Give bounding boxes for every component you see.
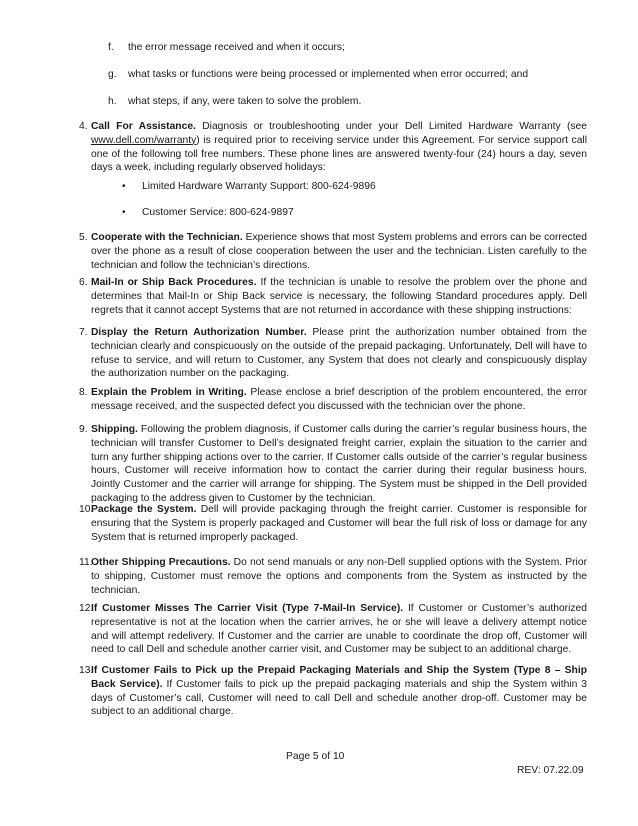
warranty-link[interactable]: www.dell.com/warranty	[91, 134, 197, 146]
paragraph-text: If Customer fails to pick up the prepaid packaging materials and ship the System within 3 days of Customer’s call, Customer will need to call Dell and schedule another drop-off. Customer may be subject to an additional charge.	[91, 678, 587, 718]
list-label: g.	[108, 69, 117, 80]
paragraph-title: Package the System.	[91, 504, 197, 515]
paragraph-failed-pickup	[91, 664, 587, 719]
paragraph-precautions	[91, 556, 587, 597]
paragraph-title: Mail-In or Ship Back Procedures.	[91, 277, 257, 288]
paragraph-title: If Customer Misses The Carrier Visit (Type 7-Mail-In Service).	[91, 603, 404, 614]
item-number: 6.	[79, 277, 88, 288]
item-number: 10.	[79, 504, 94, 515]
paragraph-text: Please enclose a brief description of the problem encountered, the error message received, and the suspected defect you discussed with the technician over the phone.	[91, 387, 587, 412]
paragraph-text: Experience shows that most System problems and errors can be corrected over the phone as a result of close cooperation between the user and the technician. Listen carefully to the technician and follow the technician’s directions.	[91, 232, 588, 271]
item-number: 7.	[79, 327, 88, 338]
list-label: f.	[108, 42, 114, 53]
item-number: 12.	[79, 603, 94, 614]
paragraph-call-for-assistance	[91, 120, 587, 175]
paragraph-text: ) is required prior to receiving service under this Agreement. For service support call one of the following toll free numbers. These phone lines are answered twenty-four (24) hours a day, seven days a week, including regularly observed holidays:	[91, 134, 587, 174]
item-number: 9.	[79, 424, 88, 435]
bullet-icon: •	[122, 207, 126, 218]
paragraph-text: Please print the authorization number obtained from the technician clearly and conspicuously on the outside of the prepaid packaging. Unfortunately, Dell will have to refuse to service, and will return to Customer, any System that does not clearly and conspicuously display the authorization number on the packaging.	[91, 327, 587, 380]
paragraph-text: Do not send manuals or any non-Dell supplied options with the System. Prior to shipping, Customer must remove the options and components from the System as instructed by the technician.	[91, 557, 588, 596]
paragraph-return-authorization	[91, 326, 587, 381]
paragraph-title: Explain the Problem in Writing.	[91, 387, 247, 398]
item-number: 5.	[79, 232, 88, 243]
paragraph-text: Following the problem diagnosis, if Customer calls during the carrier’s regular business hours, the technician will transfer Customer to Dell’s designated freight carrier, explain the situation to the carrier and turn any further shipping actions over to the carrier. If Customer calls outside of the carrier’s regular business hours, Customer will receive information how to contact the carrier during their regular business hours. Jointly Customer and the carrier will arrange for shipping. The System must be shipped in the Dell provided packaging to the address given to Customer by the technician.	[91, 424, 587, 504]
page-number: Page 5 of 10	[286, 751, 345, 762]
paragraph-text: If the technician is unable to resolve the problem over the phone and determines that Mail-In or Ship Back service is necessary, the following Standard procedures apply. Dell regrets that it cannot accept Systems that are not returned in accordance with these shipping instructions:	[91, 277, 587, 316]
paragraph-title: Call For Assistance.	[91, 121, 196, 132]
paragraph-text: Dell will provide packaging through the freight carrier. Customer is responsible for ensuring that the System is properly packaged and Customer will bear the full risk of loss or damage for any System that is returned improperly packaged.	[91, 504, 588, 543]
paragraph-package	[91, 503, 587, 544]
paragraph-cooperate	[91, 231, 587, 272]
item-number: 13.	[79, 665, 94, 676]
item-number: 4.	[79, 121, 88, 132]
bullet-customer-service: Customer Service: 800-624-9897	[142, 207, 294, 218]
list-item-h	[108, 95, 117, 109]
list-label: h.	[108, 96, 117, 107]
paragraph-title: Other Shipping Precautions.	[91, 557, 231, 568]
paragraph-text: If Customer or Customer’s authorized representative is not at the location when the carrier arrives, he or she will leave a delivery attempt notice and will attempt redelivery. If Customer and the carrier are unable to coordinate the drop off, Customer will need to call Dell and schedule another carrier visit, and Customer may be subject to an additional charge.	[91, 603, 588, 656]
revision-label: REV: 07.22.09	[517, 765, 584, 776]
paragraph-title: Display the Return Authorization Number.	[91, 327, 307, 338]
paragraph-title: Shipping.	[91, 424, 138, 435]
item-number: 8.	[79, 387, 88, 398]
paragraph-missed-visit	[91, 602, 587, 657]
item-number: 11.	[79, 557, 93, 568]
list-text-h: what steps, if any, were taken to solve the problem.	[128, 96, 362, 107]
list-text-f: the error message received and when it occurs;	[128, 42, 345, 53]
list-item-g	[108, 68, 117, 82]
bullet-warranty-support: Limited Hardware Warranty Support: 800-624-9896	[142, 181, 376, 192]
bullet-icon: •	[122, 181, 126, 192]
paragraph-text: Diagnosis or troubleshooting under your Dell Limited Hardware Warranty (see	[195, 121, 587, 132]
paragraph-mail-in	[91, 276, 587, 317]
paragraph-title: Cooperate with the Technician.	[91, 232, 243, 243]
paragraph-shipping	[91, 423, 587, 506]
list-text-g: what tasks or functions were being processed or implemented when error occurred; and	[128, 69, 529, 80]
paragraph-title: If Customer Fails to Pick up the Prepaid Packaging Materials and Ship the System (Type 8 – Ship Back Service).	[91, 665, 587, 690]
paragraph-explain-problem	[91, 386, 587, 414]
list-item-f	[108, 41, 114, 55]
